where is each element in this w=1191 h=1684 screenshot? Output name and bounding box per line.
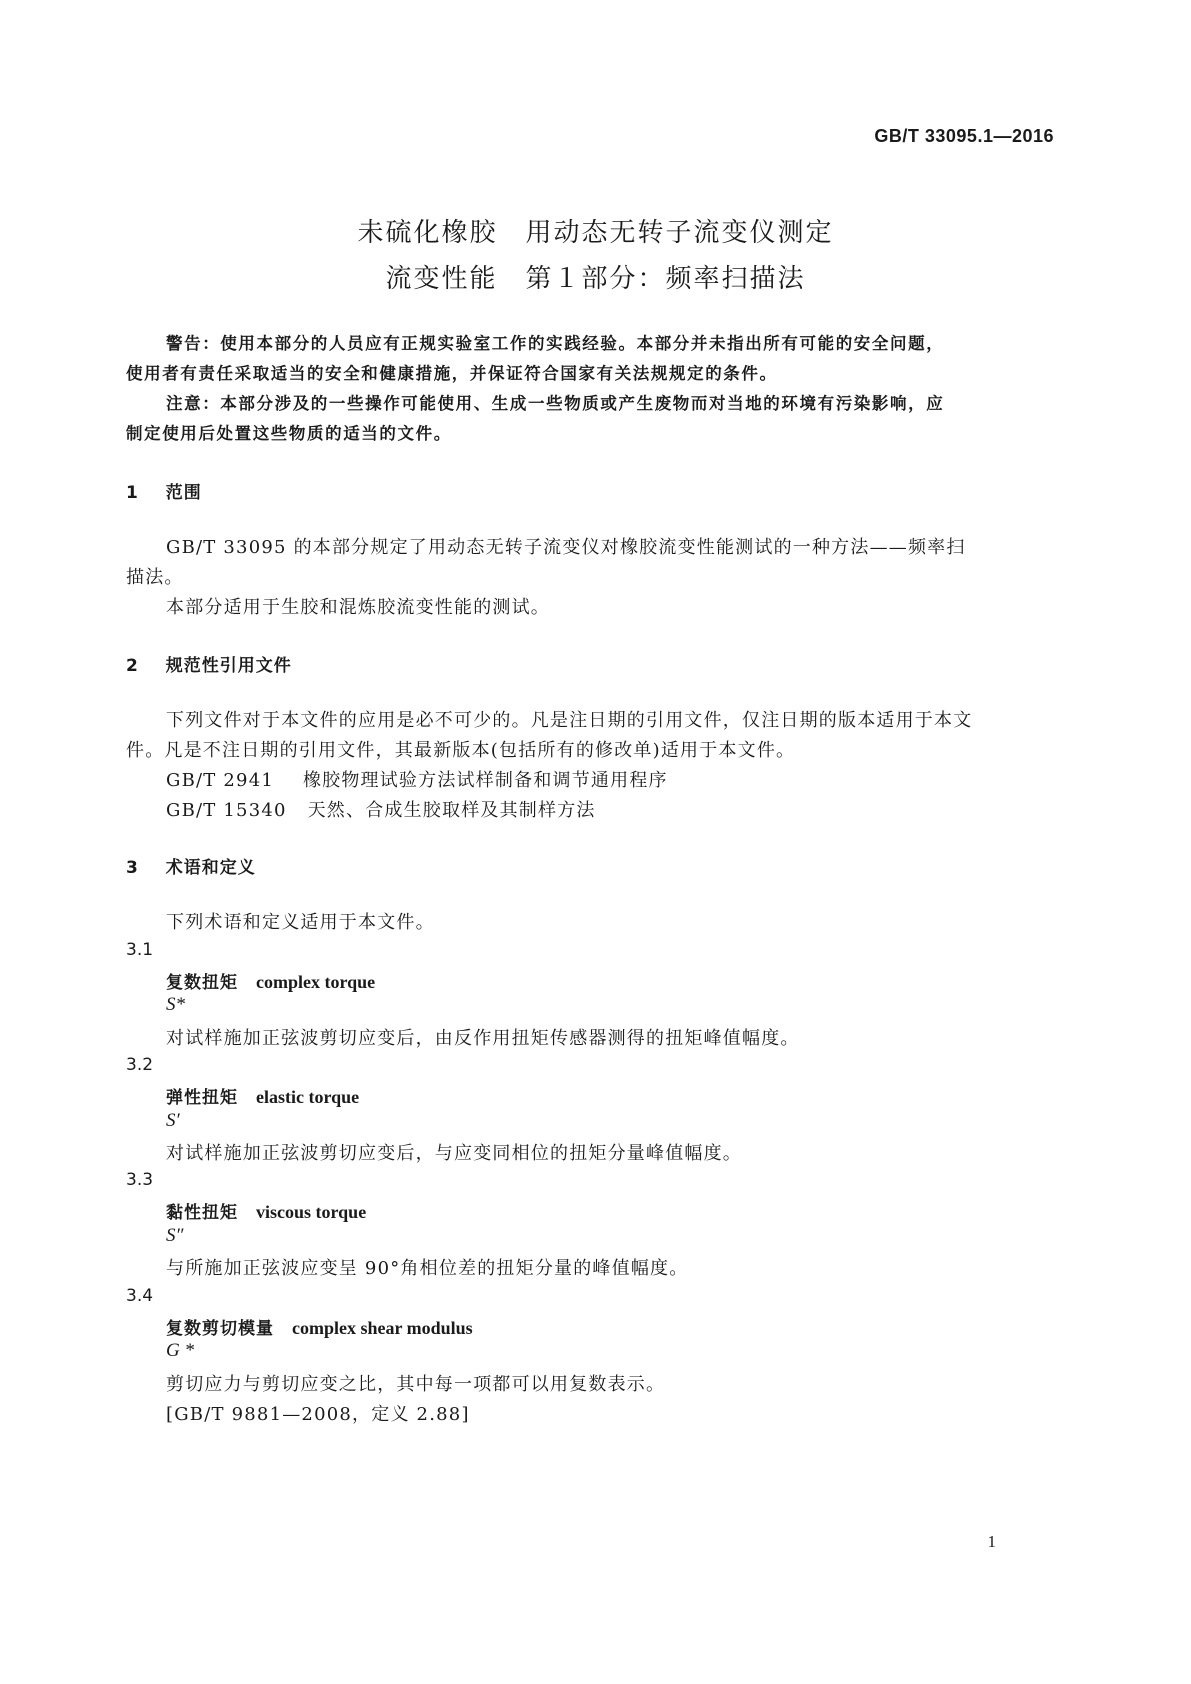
document-title-line1: 未硫化橡胶 用动态无转子流变仪测定 <box>357 218 834 248</box>
term-heading <box>166 968 375 993</box>
term-english: complex shear modulus <box>292 1318 473 1338</box>
reference-title: 橡胶物理试验方法试样制备和调节通用程序 <box>302 770 668 791</box>
term-chinese: 黏性扭矩 <box>166 1203 238 1223</box>
reference-code: GB/T 15340 <box>166 800 287 821</box>
section-1-paragraph-2: 本部分适用于生胶和混炼胶流变性能的测试。 <box>166 597 550 618</box>
normative-reference <box>166 766 668 792</box>
section-title: 规范性引用文件 <box>165 656 292 676</box>
term-heading <box>166 1198 366 1223</box>
term-symbol: S* <box>166 994 185 1015</box>
reference-code: GB/T 2941 <box>166 770 275 791</box>
section-1-heading <box>126 478 202 503</box>
page-number: 1 <box>987 1532 996 1551</box>
reference-title: 天然、合成生胶取样及其制样方法 <box>307 800 596 821</box>
section-number: 3 <box>126 858 139 878</box>
term-number: 3.2 <box>126 1055 154 1075</box>
term-definition: 与所施加正弦波应变呈 90°角相位差的扭矩分量的峰值幅度。 <box>166 1258 689 1279</box>
section-2-paragraph-line1: 下列文件对于本文件的应用是必不可少的。凡是注日期的引用文件，仅注日期的版本适用于本文 <box>166 710 973 731</box>
term-source: [GB/T 9881—2008，定义 2.88] <box>166 1404 470 1425</box>
term-chinese: 复数扭矩 <box>166 973 238 993</box>
warning-line1: 警告：使用本部分的人员应有正规实验室工作的实践经验。本部分并未指出所有可能的安全问题， <box>166 334 945 353</box>
section-3-heading <box>126 853 256 878</box>
section-1-paragraph-line1: GB/T 33095 的本部分规定了用动态无转子流变仪对橡胶流变性能测试的一种方法——频率扫 <box>166 537 966 558</box>
term-chinese: 弹性扭矩 <box>166 1088 238 1108</box>
term-chinese: 复数剪切模量 <box>166 1319 274 1339</box>
term-symbol: G * <box>166 1340 194 1361</box>
section-2-paragraph-line2: 件。凡是不注日期的引用文件，其最新版本(包括所有的修改单)适用于本文件。 <box>126 740 796 761</box>
term-english: complex torque <box>256 972 376 992</box>
term-definition: 剪切应力与剪切应变之比，其中每一项都可以用复数表示。 <box>166 1374 666 1395</box>
normative-reference <box>166 796 596 822</box>
notice-line1: 注意：本部分涉及的一些操作可能使用、生成一些物质或产生废物而对当地的环境有污染影响，应 <box>166 394 945 413</box>
term-heading <box>166 1083 359 1108</box>
term-definition: 对试样施加正弦波剪切应变后，与应变同相位的扭矩分量峰值幅度。 <box>166 1143 742 1164</box>
section-3-intro: 下列术语和定义适用于本文件。 <box>166 912 435 933</box>
section-number: 2 <box>126 656 139 676</box>
term-symbol: S′ <box>166 1110 180 1131</box>
section-1-paragraph-line2: 描法。 <box>126 567 184 588</box>
term-definition: 对试样施加正弦波剪切应变后，由反作用扭矩传感器测得的扭矩峰值幅度。 <box>166 1028 800 1049</box>
term-english: elastic torque <box>256 1087 360 1107</box>
term-english: viscous torque <box>256 1202 367 1222</box>
standard-number: GB/T 33095.1—2016 <box>874 126 1054 146</box>
term-symbol: S″ <box>166 1225 184 1246</box>
notice-line2: 制定使用后处置这些物质的适当的文件。 <box>126 424 452 443</box>
term-number: 3.3 <box>126 1170 154 1190</box>
term-heading <box>166 1314 473 1339</box>
section-number: 1 <box>126 483 139 503</box>
section-title: 术语和定义 <box>165 858 256 878</box>
term-number: 3.1 <box>126 940 154 960</box>
section-2-heading <box>126 651 292 676</box>
document-title-line2: 流变性能 第１部分：频率扫描法 <box>385 264 806 294</box>
warning-line2: 使用者有责任采取适当的安全和健康措施，并保证符合国家有关法规规定的条件。 <box>126 364 778 383</box>
term-number: 3.4 <box>126 1286 154 1306</box>
section-title: 范围 <box>165 483 202 503</box>
